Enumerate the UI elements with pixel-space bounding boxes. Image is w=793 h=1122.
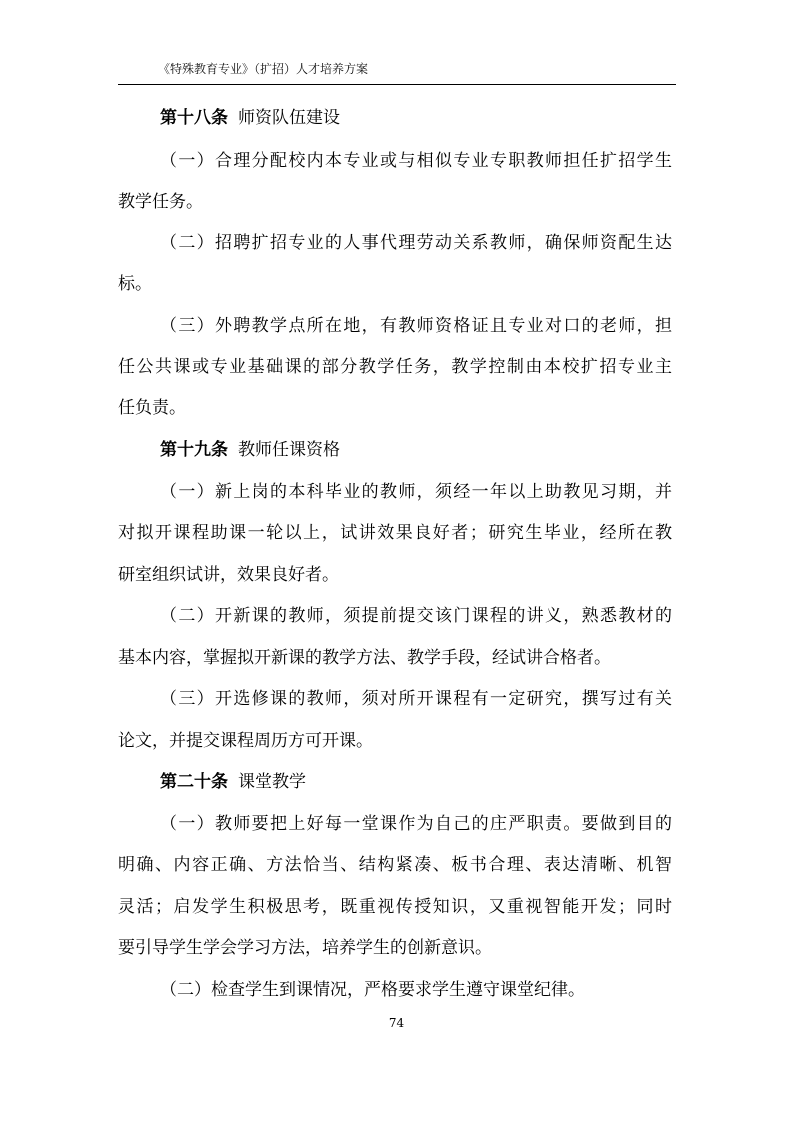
paragraph-line: 灵活；启发学生积极思考，既重视传授知识，又重视智能开发；同时	[118, 897, 672, 917]
paragraph-line: 明确、内容正确、方法恰当、结构紧凑、板书合理、表达清晰、机智	[118, 855, 672, 875]
section-heading	[160, 440, 340, 460]
section-title: 师资队伍建设	[238, 108, 340, 128]
section-heading	[160, 772, 306, 792]
paragraph-line: （二）开新课的教师，须提前提交该门课程的讲义，熟悉教材的	[160, 606, 672, 626]
paragraph-line: （一）新上岗的本科毕业的教师，须经一年以上助教见习期，并	[160, 482, 672, 502]
section-number: 第十八条	[160, 108, 228, 128]
paragraph-line: 要引导学生学会学习方法，培养学生的创新意识。	[118, 938, 492, 958]
paragraph-line: 教学任务。	[118, 192, 203, 212]
header-divider	[118, 84, 676, 85]
paragraph-line: （三）外聘教学点所在地，有教师资格证且专业对口的老师，担	[160, 316, 672, 336]
paragraph-line: 对拟开课程助课一轮以上，试讲效果良好者；研究生毕业，经所在教	[118, 523, 672, 543]
section-heading	[160, 108, 340, 128]
paragraph-line: 论文，并提交课程周历方可开课。	[118, 731, 373, 751]
paragraph-line: 基本内容，掌握拟开新课的教学方法、教学手段，经试讲合格者。	[118, 648, 611, 668]
section-number: 第十九条	[160, 440, 228, 460]
running-header: 《特殊教育专业》（扩招）人才培养方案	[158, 62, 369, 76]
paragraph-line: 标。	[118, 274, 152, 294]
section-title: 教师任课资格	[238, 440, 340, 460]
page-number: 74	[388, 1016, 405, 1030]
paragraph-line: （一）合理分配校内本专业或与相似专业专职教师担任扩招学生	[160, 151, 672, 171]
paragraph-line: 研室组织试讲，效果良好者。	[118, 565, 339, 585]
paragraph-line: （三）开选修课的教师，须对所开课程有一定研究，撰写过有关	[160, 689, 672, 709]
paragraph-line: （二）招聘扩招专业的人事代理劳动关系教师，确保师资配生达	[160, 233, 672, 253]
paragraph-line: （一）教师要把上好每一堂课作为自己的庄严职责。要做到目的	[160, 814, 672, 834]
paragraph-line: 任公共课或专业基础课的部分教学任务，教学控制由本校扩招专业主	[118, 357, 672, 377]
section-number: 第二十条	[160, 772, 228, 792]
paragraph-line: （二）检查学生到课情况，严格要求学生遵守课堂纪律。	[160, 980, 585, 1000]
section-title: 课堂教学	[238, 772, 306, 792]
paragraph-line: 任负责。	[118, 398, 186, 418]
